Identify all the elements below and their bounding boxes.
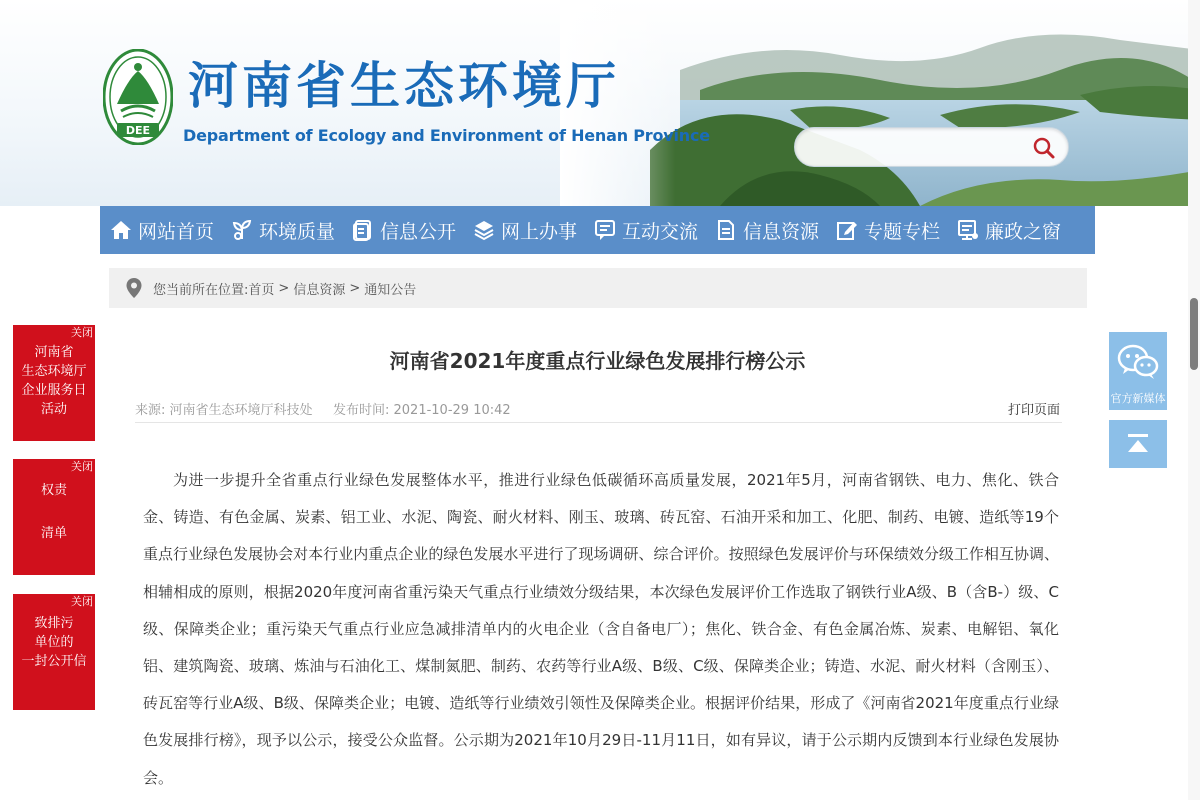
nav-label: 信息资源 [743, 220, 820, 243]
nav-label: 专题专栏 [864, 220, 941, 243]
nav-item-interaction[interactable] [584, 206, 705, 254]
chat-icon [594, 219, 616, 241]
nav-label: 网站首页 [138, 220, 215, 243]
search-input[interactable] [809, 136, 1019, 160]
home-icon [110, 219, 132, 241]
breadcrumb-home[interactable]: 首页 [248, 282, 275, 298]
file-icon [715, 219, 737, 241]
article-body: 为进一步提升全省重点行业绿色发展整体水平，推进行业绿色低碳循环高质量发展，2021年5月，河南省钢铁、电力、焦化、铁合金、铸造、有色金属、炭素、铝工业、水泥、陶瓷、耐火材料、刚玉、玻璃、砖瓦窑、石油开采和加工、化肥、制药、电镀、造纸等19个重点行业绿色发展协会对本行业内重点企业的绿色发展水平进行了现场调研、综合评价。按照绿色发展评价与环保绩效分级工作相互协调、相辅相成的原则，根据2020年度河南省重污染天气重点行业绩效分级结果，本次绿色发展评价工作选取了钢铁行业A级、B（含B-）级、C级、保障类企业；重污染天气重点行业应急减排清单内的火电企业（含自备电厂）；焦化、铁合金、有色金属冶炼、炭素、电解铝、氧化铝、建筑陶瓷、玻璃、炼油与石油化工、煤制氮肥、制药、农药等行业A级、B级、C级、保障类企业；铸造、水泥、耐火材料（含刚玉）、砖瓦窑等行业A级、B级、保障类企业；电镀、造纸等行业绩效引领性及保障类企业。根据评价结果，形成了《河南省2021年度重点行业绿色发展排行榜》，现予以公示，接受公众监督。公示期为2021年10月29日-11月11日，如有异议，请于公示期内反馈到本行业绿色发展协会。 [143, 471, 1059, 787]
nav-item-special-topics[interactable] [826, 206, 947, 254]
site-title: 河南省生态环境厅 [188, 57, 620, 115]
nav-item-info-disclosure[interactable] [342, 206, 463, 254]
header-scenery-image [560, 0, 1200, 206]
search-box [794, 127, 1069, 167]
logo-text: DEE [125, 124, 151, 137]
responsibility-list-ad[interactable] [13, 459, 95, 575]
article-title: 河南省2021年度重点行业绿色发展排行榜公示 [389, 349, 806, 373]
ad-line: 权责 [40, 483, 67, 498]
breadcrumb-prefix: 您当前所在位置: [153, 282, 249, 298]
article-publish-time: 发布时间: 2021-10-29 10:42 [333, 403, 511, 418]
nav-label: 廉政之窗 [985, 220, 1062, 243]
nav-item-online-services[interactable] [463, 206, 584, 254]
breadcrumb-notices[interactable]: 通知公告 [364, 282, 417, 298]
nav-item-info-resources[interactable] [705, 206, 826, 254]
enterprise-service-day-ad[interactable] [13, 325, 95, 441]
media-label: 官方新媒体 [1110, 392, 1166, 405]
ad-line: 致排污 [34, 616, 74, 631]
nav-item-integrity-window[interactable] [947, 206, 1068, 254]
ad-line: 生态环境厅 [21, 364, 87, 379]
dee-logo [103, 49, 173, 145]
nav-label: 环境质量 [259, 220, 336, 243]
breadcrumb-info-resources[interactable]: 信息资源 [293, 282, 346, 298]
close-button[interactable]: 关闭 [71, 595, 93, 608]
ad-line: 一封公开信 [21, 654, 87, 669]
location-pin-icon [125, 277, 143, 299]
wechat-icon [1109, 332, 1167, 392]
ad-line: 企业服务日 [21, 383, 87, 398]
back-to-top-button[interactable] [1109, 420, 1167, 468]
close-button[interactable]: 关闭 [71, 326, 93, 339]
nav-label: 信息公开 [380, 220, 457, 243]
page-scrollbar[interactable] [1188, 0, 1200, 800]
sprout-icon [231, 219, 253, 241]
scrollbar-thumb[interactable] [1190, 298, 1198, 370]
breadcrumb-separator: > [278, 280, 290, 296]
ad-line: 清单 [40, 526, 67, 541]
site-header [0, 0, 1200, 206]
breadcrumb [109, 268, 1087, 308]
print-page-link[interactable]: 打印页面 [1007, 403, 1060, 418]
search-icon[interactable] [1030, 134, 1058, 162]
nav-item-home[interactable] [100, 206, 221, 254]
monitor-icon [957, 219, 979, 241]
document-icon [352, 219, 374, 241]
arrow-up-icon [1109, 420, 1167, 468]
site-subtitle: Department of Ecology and Environment of Henan Province [183, 126, 710, 145]
nav-item-environment-quality[interactable] [221, 206, 342, 254]
ad-line: 单位的 [34, 635, 74, 650]
ad-line: 河南省 [34, 345, 74, 360]
article-meta [135, 399, 1062, 423]
open-letter-ad[interactable] [13, 594, 95, 710]
breadcrumb-separator: > [349, 280, 361, 296]
official-new-media-button[interactable] [1109, 332, 1167, 410]
nav-label: 网上办事 [501, 220, 578, 243]
ad-line: 活动 [40, 402, 67, 417]
main-nav [100, 206, 1095, 254]
layers-icon [473, 219, 495, 241]
article-source: 来源: 河南省生态环境厅科技处 [135, 403, 313, 418]
close-button[interactable]: 关闭 [71, 460, 93, 473]
edit-icon [836, 219, 858, 241]
nav-label: 互动交流 [622, 220, 699, 243]
